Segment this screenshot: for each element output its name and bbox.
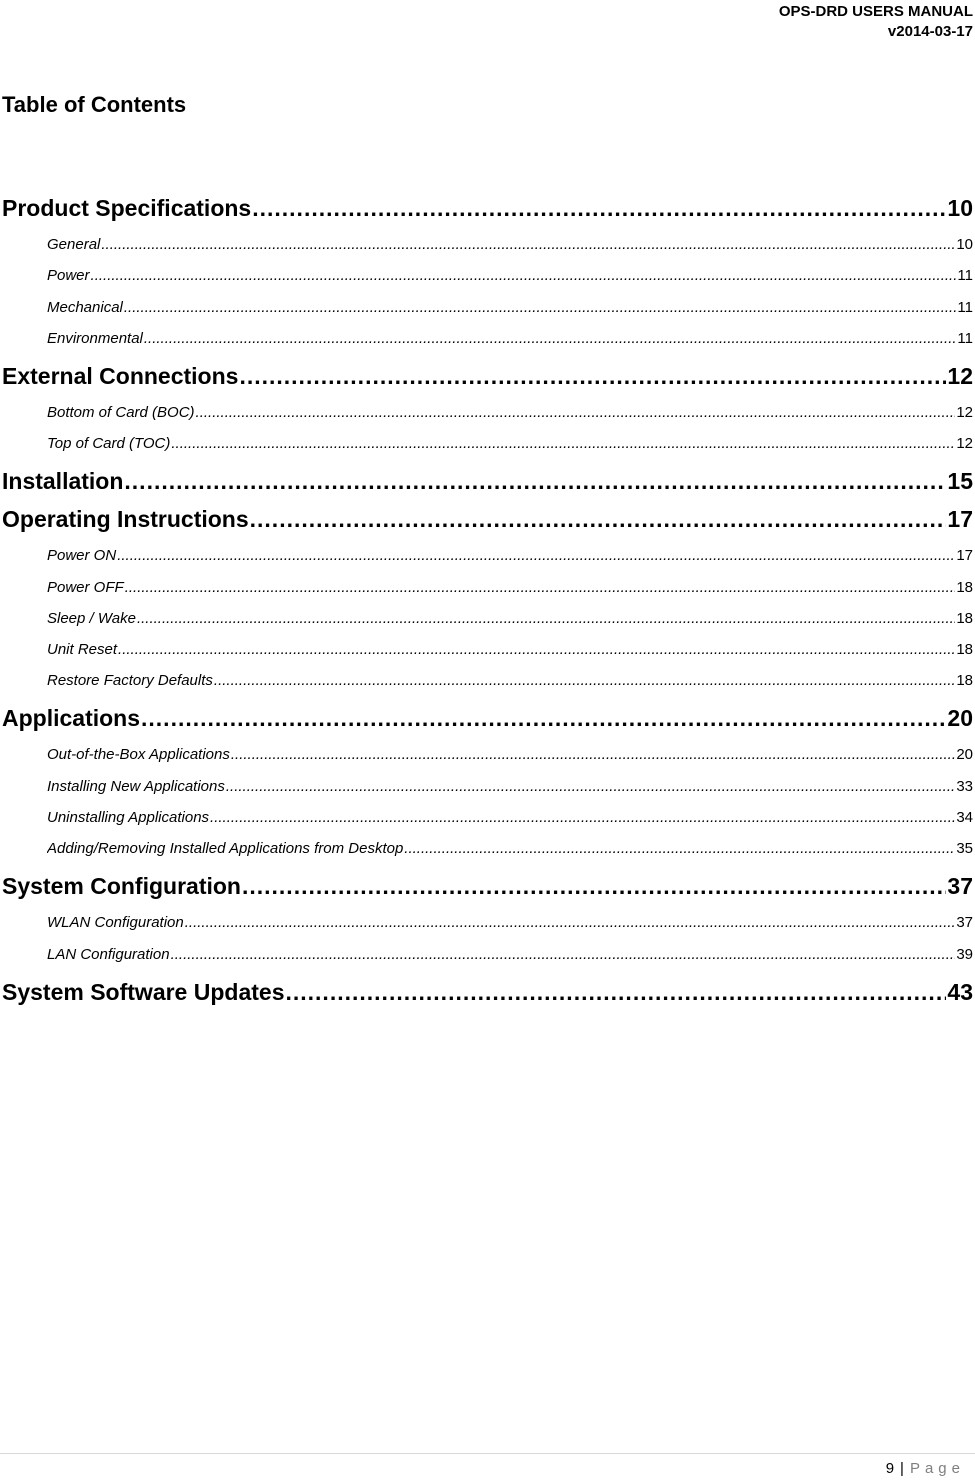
toc-entry-label: Environmental: [47, 329, 143, 347]
toc-dot-leader: [171, 946, 956, 963]
toc-entry-page: 18: [956, 641, 973, 659]
toc-section-entry[interactable]: [47, 579, 973, 599]
toc-dot-leader: [171, 435, 955, 452]
toc-dot-leader: [226, 778, 955, 795]
toc-entry-label: Out-of-the-Box Applications: [47, 746, 230, 764]
toc-chapter-entry[interactable]: [2, 979, 973, 1009]
toc-section-entry[interactable]: [47, 547, 973, 567]
toc-dot-leader: [124, 468, 946, 495]
toc-entry-page: 10: [947, 195, 973, 221]
toc-entry-page: 33: [956, 777, 973, 795]
toc-dot-leader: [101, 236, 955, 253]
toc-dot-leader: [91, 267, 957, 284]
page-label: Page: [909, 1460, 965, 1477]
toc-dot-leader: [231, 746, 955, 763]
toc-entry-page: 17: [956, 547, 973, 565]
toc-entry-page: 18: [956, 672, 973, 690]
page-number: 9: [885, 1460, 895, 1477]
toc-dot-leader: [125, 579, 956, 596]
toc-section-entry[interactable]: [47, 840, 973, 860]
toc-entry-label: Uninstalling Applications: [47, 809, 210, 826]
page-footer: [886, 1460, 965, 1477]
toc-dot-leader: [210, 809, 955, 826]
toc-dot-leader: [144, 330, 957, 347]
toc-section-entry[interactable]: [47, 946, 973, 966]
toc-chapter-entry[interactable]: [2, 873, 973, 903]
toc-entry-page: 11: [957, 329, 973, 347]
toc-dot-leader: [252, 195, 946, 222]
toc-entry-page: 12: [956, 435, 973, 453]
toc-entry-label: WLAN Configuration: [47, 914, 184, 932]
toc-dot-leader: [137, 610, 955, 627]
toc-section-entry[interactable]: [47, 435, 973, 455]
toc-entry-label: Operating Instructions: [2, 506, 249, 533]
toc-entry-page: 43: [947, 978, 973, 1005]
toc-chapter-entry[interactable]: [2, 468, 973, 498]
toc-entry-page: 10: [956, 236, 973, 253]
toc-entry-label: System Software Updates: [2, 978, 285, 1005]
toc-heading: Table of Contents: [2, 92, 187, 117]
toc-dot-leader: [196, 404, 956, 421]
toc-dot-leader: [404, 840, 955, 857]
toc-entry-label: Unit Reset: [47, 641, 118, 659]
toc-dot-leader: [250, 506, 947, 533]
toc-entry-page: 20: [956, 746, 973, 764]
toc-entry-page: 37: [956, 914, 973, 932]
toc-entry-page: 12: [956, 403, 973, 421]
toc-entry-page: 18: [956, 578, 973, 596]
toc-section-entry[interactable]: [47, 641, 973, 661]
toc-chapter-entry[interactable]: [2, 506, 973, 536]
toc-entry-label: Bottom of Card (BOC): [47, 403, 195, 421]
toc-dot-leader: [117, 547, 955, 564]
toc-section-entry[interactable]: [47, 236, 973, 256]
toc-entry-label: Top of Card (TOC): [47, 435, 171, 453]
toc-entry-page: 11: [957, 298, 973, 316]
toc-entry-label: Restore Factory Defaults: [47, 672, 213, 690]
toc-section-entry[interactable]: [47, 610, 973, 630]
footer-divider: [0, 1453, 975, 1454]
toc-entry-label: Adding/Removing Installed Applications from Desktop: [47, 840, 404, 858]
toc-section-entry[interactable]: [47, 299, 973, 319]
toc-section-entry[interactable]: [47, 404, 973, 424]
toc-dot-leader: [285, 979, 946, 1006]
manual-version: v2014-03-17: [887, 23, 973, 40]
toc-entry-label: Power: [47, 267, 90, 285]
toc-entry-label: Applications: [2, 705, 141, 732]
toc-entry-page: 34: [956, 809, 973, 826]
manual-title: OPS-DRD USERS MANUAL: [778, 3, 973, 20]
toc-dot-leader: [239, 363, 946, 390]
toc-entry-page: 20: [947, 705, 973, 732]
toc-entry-page: 35: [956, 840, 973, 858]
toc-entry-label: LAN Configuration: [47, 945, 170, 963]
toc-dot-leader: [124, 299, 957, 316]
toc-entry-label: External Connections: [2, 362, 239, 389]
toc-entry-page: 11: [957, 267, 973, 285]
toc-section-entry[interactable]: [47, 267, 973, 287]
toc-entry-label: Mechanical: [47, 298, 123, 316]
toc-chapter-entry[interactable]: [2, 705, 973, 735]
toc-dot-leader: [118, 641, 955, 658]
toc-entry-label: System Configuration: [2, 873, 241, 900]
toc-entry-page: 18: [956, 609, 973, 627]
toc-section-entry[interactable]: [47, 778, 973, 798]
toc-section-entry[interactable]: [47, 809, 973, 829]
toc-dot-leader: [185, 914, 956, 931]
toc-section-entry[interactable]: [47, 746, 973, 766]
toc-section-entry[interactable]: [47, 672, 973, 692]
toc-section-entry[interactable]: [47, 330, 973, 350]
toc-entry-label: General: [47, 236, 101, 253]
toc-entry-page: 37: [947, 873, 973, 900]
toc-entry-label: Sleep / Wake: [47, 609, 136, 627]
toc-section-entry[interactable]: [47, 914, 973, 934]
toc-chapter-entry[interactable]: [2, 363, 973, 393]
toc-dot-leader: [214, 672, 955, 689]
toc-chapter-entry[interactable]: [2, 195, 973, 225]
toc-entry-label: Installation: [2, 468, 124, 495]
toc-entry-label: Power OFF: [47, 578, 124, 596]
toc-entry-label: Installing New Applications: [47, 777, 225, 795]
toc-entry-label: Power ON: [47, 547, 117, 565]
toc-entry-page: 39: [956, 945, 973, 963]
toc-dot-leader: [141, 705, 946, 732]
page-header: [779, 2, 973, 42]
footer-separator: |: [900, 1460, 904, 1477]
toc-entry-label: Product Specifications: [2, 195, 252, 221]
toc-dot-leader: [242, 873, 946, 900]
toc-entry-page: 17: [947, 506, 973, 533]
toc-entry-page: 12: [947, 362, 973, 389]
toc-entry-page: 15: [947, 468, 973, 495]
